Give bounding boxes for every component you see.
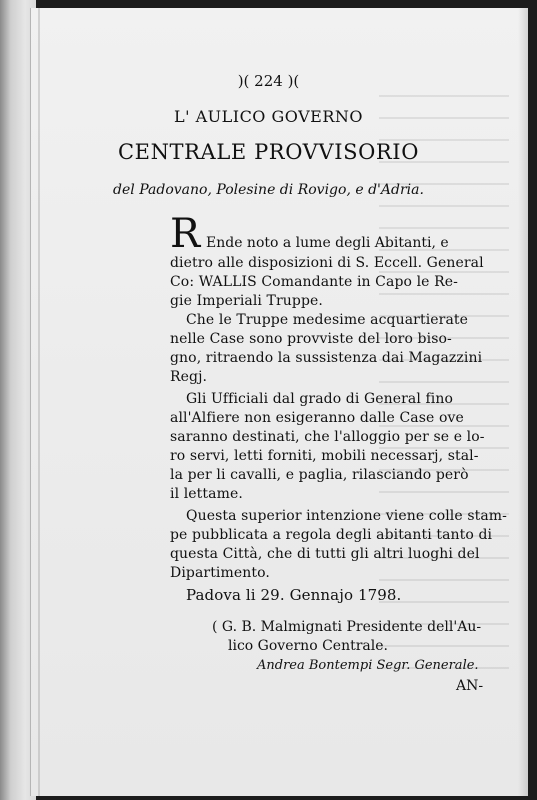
paragraph-3-line-3: saranno destinati, che l'alloggio per se e lo- — [170, 429, 485, 445]
paragraph-3-line-4: ro servi, letti forniti, mobili necessarj, stal- — [170, 448, 479, 464]
paragraph-1-line-3: Co: WALLIS Comandante in Capo le Re- — [170, 274, 458, 290]
paragraph-2-line-4: Regj. — [170, 369, 208, 385]
page-number: )( 224 )( — [237, 72, 300, 90]
paragraph-4-line-2: pe pubblicata a regola degli abitanti tanto di — [170, 527, 493, 543]
catchword: AN- — [456, 678, 484, 694]
paragraph-2-line-3: gno, ritraendo la sussistenza dai Magazzini — [170, 350, 483, 366]
paragraph-3-line-6: il lettame. — [170, 486, 243, 502]
signature-line-1: ( G. B. Malmignati Presidente dell'Au- — [212, 619, 482, 635]
heading-subtitle: del Padovano, Polesine di Rovigo, e d'Adria. — [113, 182, 424, 198]
paragraph-3-line-1: Gli Ufficiali dal grado di General fino — [186, 391, 454, 407]
paragraph-3-line-2: all'Alfiere non esigeranno dalle Case ove — [170, 410, 464, 426]
paragraph-1-line-1: Ende noto a lume degli Abitanti, e — [206, 235, 449, 251]
paragraph-1-line-4: gie Imperiali Truppe. — [170, 293, 323, 309]
signature-line-2: lico Governo Centrale. — [228, 638, 388, 654]
date-line: Padova li 29. Gennajo 1798. — [186, 586, 402, 604]
page-title: CENTRALE PROVVISORIO — [117, 140, 420, 164]
paragraph-2-line-1: Che le Truppe medesime acquartierate — [186, 312, 469, 328]
page-fold — [38, 8, 40, 796]
paragraph-4-line-4: Dipartimento. — [170, 565, 270, 581]
signature-line-3: Andrea Bontempi Segr. Generale. — [257, 658, 479, 673]
paragraph-2-line-2: nelle Case sono provviste del loro biso- — [170, 331, 452, 347]
paragraph-3-line-5: la per li cavalli, e paglia, rilasciando però — [170, 467, 469, 483]
paragraph-4-line-3: questa Città, che di tutti gli altri luoghi del — [170, 546, 480, 562]
drop-cap: R — [170, 211, 201, 257]
paragraph-1-line-2: dietro alle disposizioni di S. Eccell. General — [170, 255, 484, 271]
paragraph-4-line-1: Questa superior intenzione viene colle stam- — [186, 508, 507, 524]
page-shadow — [518, 8, 528, 796]
heading-line-1: L' AULICO GOVERNO — [173, 107, 364, 126]
